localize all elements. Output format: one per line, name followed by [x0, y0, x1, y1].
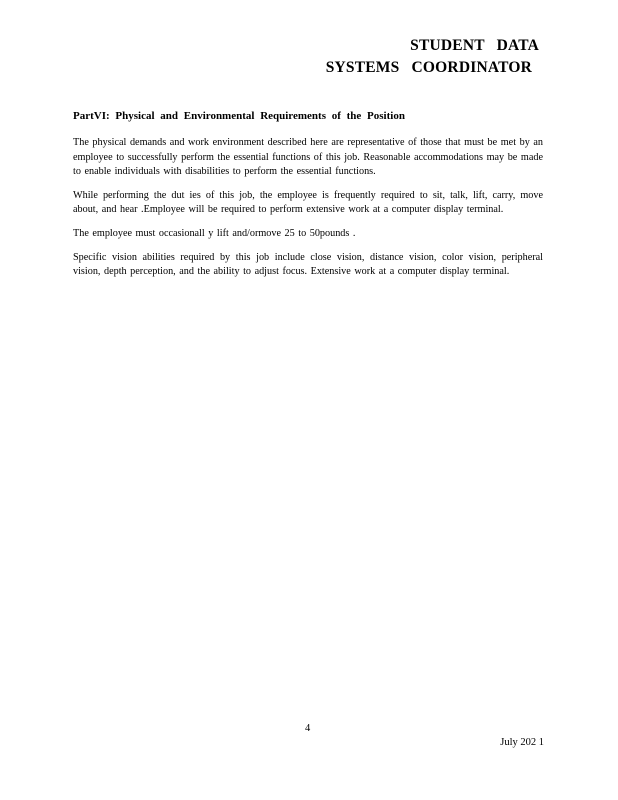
section-heading: PartVI: Physical and Environmental Requirements of the Position: [73, 110, 405, 122]
paragraph-duties: While performing the dut ies of this job, the employee is frequently required to sit, talk, lift, carry, move about, and hear .Employee will be required to perform extensive work at a computer display terminal.: [73, 189, 543, 216]
paragraph-vision: Specific vision abilities required by this job include close vision, distance vision, color vision, peripheral vision, depth perception, and the ability to adjust focus. Extensive work at a computer display terminal.: [73, 251, 543, 278]
footer-date: July 202 1: [500, 737, 544, 748]
document-title-line-1: STUDENT DATA: [410, 37, 539, 54]
section-body: [73, 108, 543, 289]
paragraph-lifting: The employee must occasionall y lift and/ormove 25 to 50pounds .: [73, 227, 356, 239]
document-title-line-2: SYSTEMS COORDINATOR: [325, 59, 532, 76]
page-number: 4: [305, 723, 311, 734]
paragraph-physical-demands: The physical demands and work environment described here are representative of those that must be met by an employee to successfully perform the essential functions of this job. Reasonable accommodations may be made to enable individuals with disabilities to perform the essential functions.: [73, 137, 543, 178]
